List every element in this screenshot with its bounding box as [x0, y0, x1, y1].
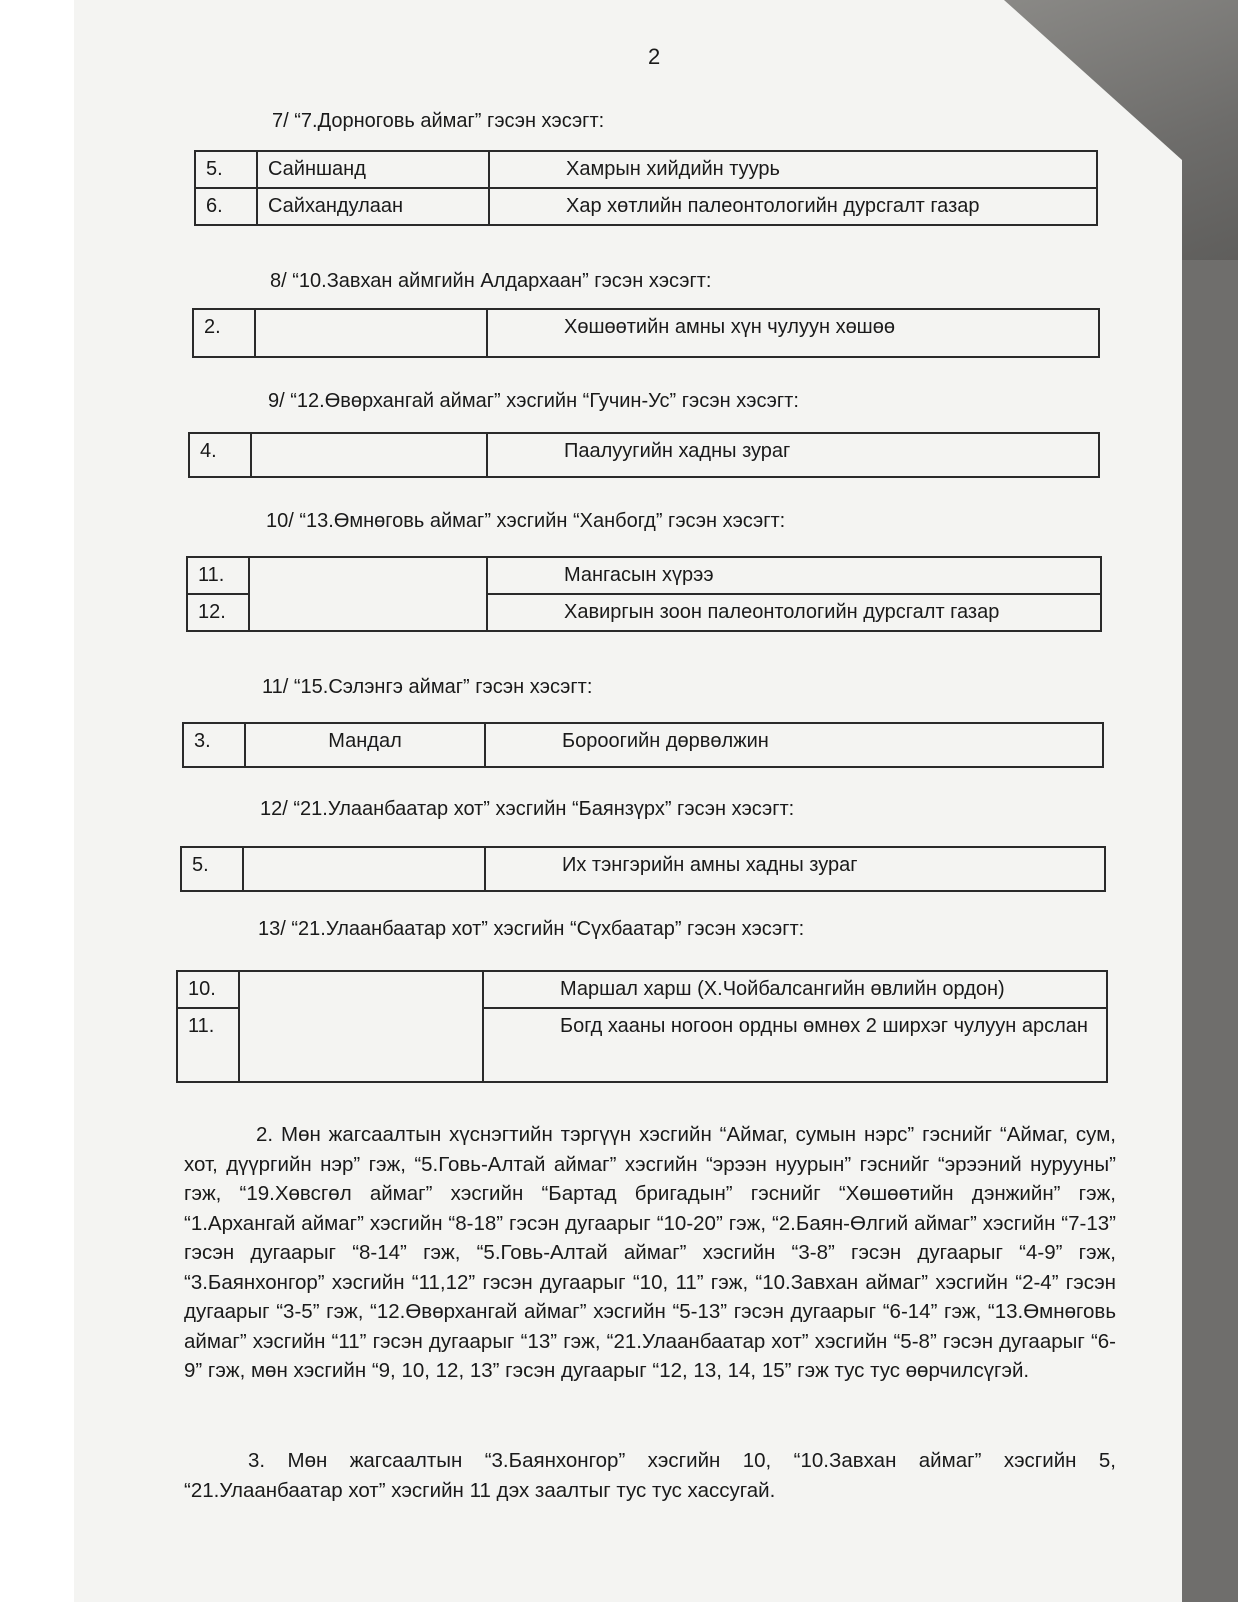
place-name: Сайхандулаан [257, 188, 489, 225]
paragraph-2-text: 2. Мөн жагсаалтын хүснэгтийн тэргүүн хэсгийн “Аймаг, сумын нэрс” гэснийг “Аймаг, сум, хот, дүүргийн нэр” гэж, “5.Говь-Алтай аймаг” хэсгийн “эрээн нуурын” гэснийг “эрээний нурууны” гэж, “19.Хөвсгөл аймаг” хэсгийн “Бартад бригадын” гэснийг “Хөшөөтийн дэнжийн” гэж, “1.Архангай аймаг” хэсгийн “8-18” гэсэн дугаарыг “10-20” гэж, “2.Баян-Өлгий аймаг” хэсгийн “7-13” гэсэн дугаарыг “8-14” гэж, “5.Говь-Алтай аймаг” хэсгийн “3-8” гэсэн дугаарыг “4-9” гэж, “3.Баянхонгор” хэсгийн “11,12” гэсэн дугаарыг “10, 11” гэж, “10.Завхан аймаг” хэсгийн “2-4” гэсэн дугаарыг “3-5” гэж, “12.Өвөрхангай аймаг” хэсгийн “5-13” гэсэн дугаарыг “6-14” гэж, “13.Өмнөговь аймаг” хэсгийн “11” гэсэн дугаарыг “13” гэж, “21.Улаанбаатар хот” хэсгийн “5-8” гэсэн дугаарыг “6-9” гэж, мөн хэсгийн “9, 10, 12, 13” гэсэн дугаарыг “12, 13, 14, 15” гэж тус тус өөрчилсүгэй. [184, 1123, 1116, 1382]
background-edge [0, 0, 74, 1602]
table-row [181, 847, 1105, 891]
table-row [195, 188, 1097, 225]
paragraph-3-text: 3. Мөн жагсаалтын “3.Баянхонгор” хэсгийн 10, “10.Завхан аймаг” хэсгийн 5, “21.Улаанбаатар хот” хэсгийн 11 дэх заалтыг тус тус хассугай. [184, 1449, 1116, 1502]
site-name: Паалуугийн хадны зураг [487, 433, 1099, 477]
page-number: 2 [648, 44, 661, 69]
table-section-13 [176, 970, 1108, 1083]
table-section-8 [192, 308, 1100, 358]
site-name: Бороогийн дөрвөлжин [485, 723, 1103, 767]
site-name: Мангасын хүрээ [487, 557, 1101, 594]
section-heading-8: 8/ “10.Завхан аймгийн Алдархаан” гэсэн хэсэгт: [270, 270, 712, 292]
section-heading-10: 10/ “13.Өмнөговь аймаг” хэсгийн “Ханбогд” гэсэн хэсэгт: [266, 510, 786, 532]
site-name: Хар хөтлийн палеонтологийн дурсгалт газар [489, 188, 1097, 225]
table-section-9 [188, 432, 1100, 478]
section-heading-13: 13/ “21.Улаанбаатар хот” хэсгийн “Сүхбаатар” гэсэн хэсэгт: [258, 918, 805, 940]
site-name: Хөшөөтийн амны хүн чулуун хөшөө [487, 309, 1099, 357]
place-name [255, 309, 487, 357]
table-section-10 [186, 556, 1102, 632]
table-section-11 [182, 722, 1104, 768]
row-number: 2. [193, 309, 255, 357]
site-name: Хамрын хийдийн туурь [489, 151, 1097, 188]
table-section-7 [194, 150, 1098, 226]
paragraph-2 [184, 1120, 1116, 1386]
section-heading-12: 12/ “21.Улаанбаатар хот” хэсгийн “Баянзүрх” гэсэн хэсэгт: [260, 798, 795, 820]
table-row [177, 971, 1107, 1008]
row-number: 11. [187, 557, 249, 594]
row-number: 12. [187, 594, 249, 631]
place-name [251, 433, 487, 477]
section-heading-11: 11/ “15.Сэлэнгэ аймаг” гэсэн хэсэгт: [262, 676, 593, 698]
table-row [189, 433, 1099, 477]
row-number: 11. [177, 1008, 239, 1082]
section-heading-7: 7/ “7.Дорноговь аймаг” гэсэн хэсэгт: [272, 110, 605, 132]
row-number: 5. [195, 151, 257, 188]
row-number: 5. [181, 847, 243, 891]
paragraph-3 [184, 1446, 1116, 1505]
place-name [249, 557, 487, 631]
row-number: 10. [177, 971, 239, 1008]
row-number: 3. [183, 723, 245, 767]
table-section-12 [180, 846, 1106, 892]
table-row [187, 557, 1101, 594]
place-name [239, 971, 483, 1082]
section-heading-9: 9/ “12.Өвөрхангай аймаг” хэсгийн “Гучин-Ус” гэсэн хэсэгт: [268, 390, 799, 412]
table-row [193, 309, 1099, 357]
site-name: Маршал харш (Х.Чойбалсангийн өвлийн ордон) [483, 971, 1107, 1008]
site-name: Их тэнгэрийн амны хадны зураг [485, 847, 1105, 891]
table-row [195, 151, 1097, 188]
site-name: Богд хааны ногоон ордны өмнөх 2 ширхэг чулуун арслан [483, 1008, 1107, 1082]
place-name: Мандал [245, 723, 485, 767]
site-name: Хавиргын зоон палеонтологийн дурсгалт газар [487, 594, 1101, 631]
row-number: 4. [189, 433, 251, 477]
table-row [183, 723, 1103, 767]
place-name [243, 847, 485, 891]
row-number: 6. [195, 188, 257, 225]
place-name: Сайншанд [257, 151, 489, 188]
